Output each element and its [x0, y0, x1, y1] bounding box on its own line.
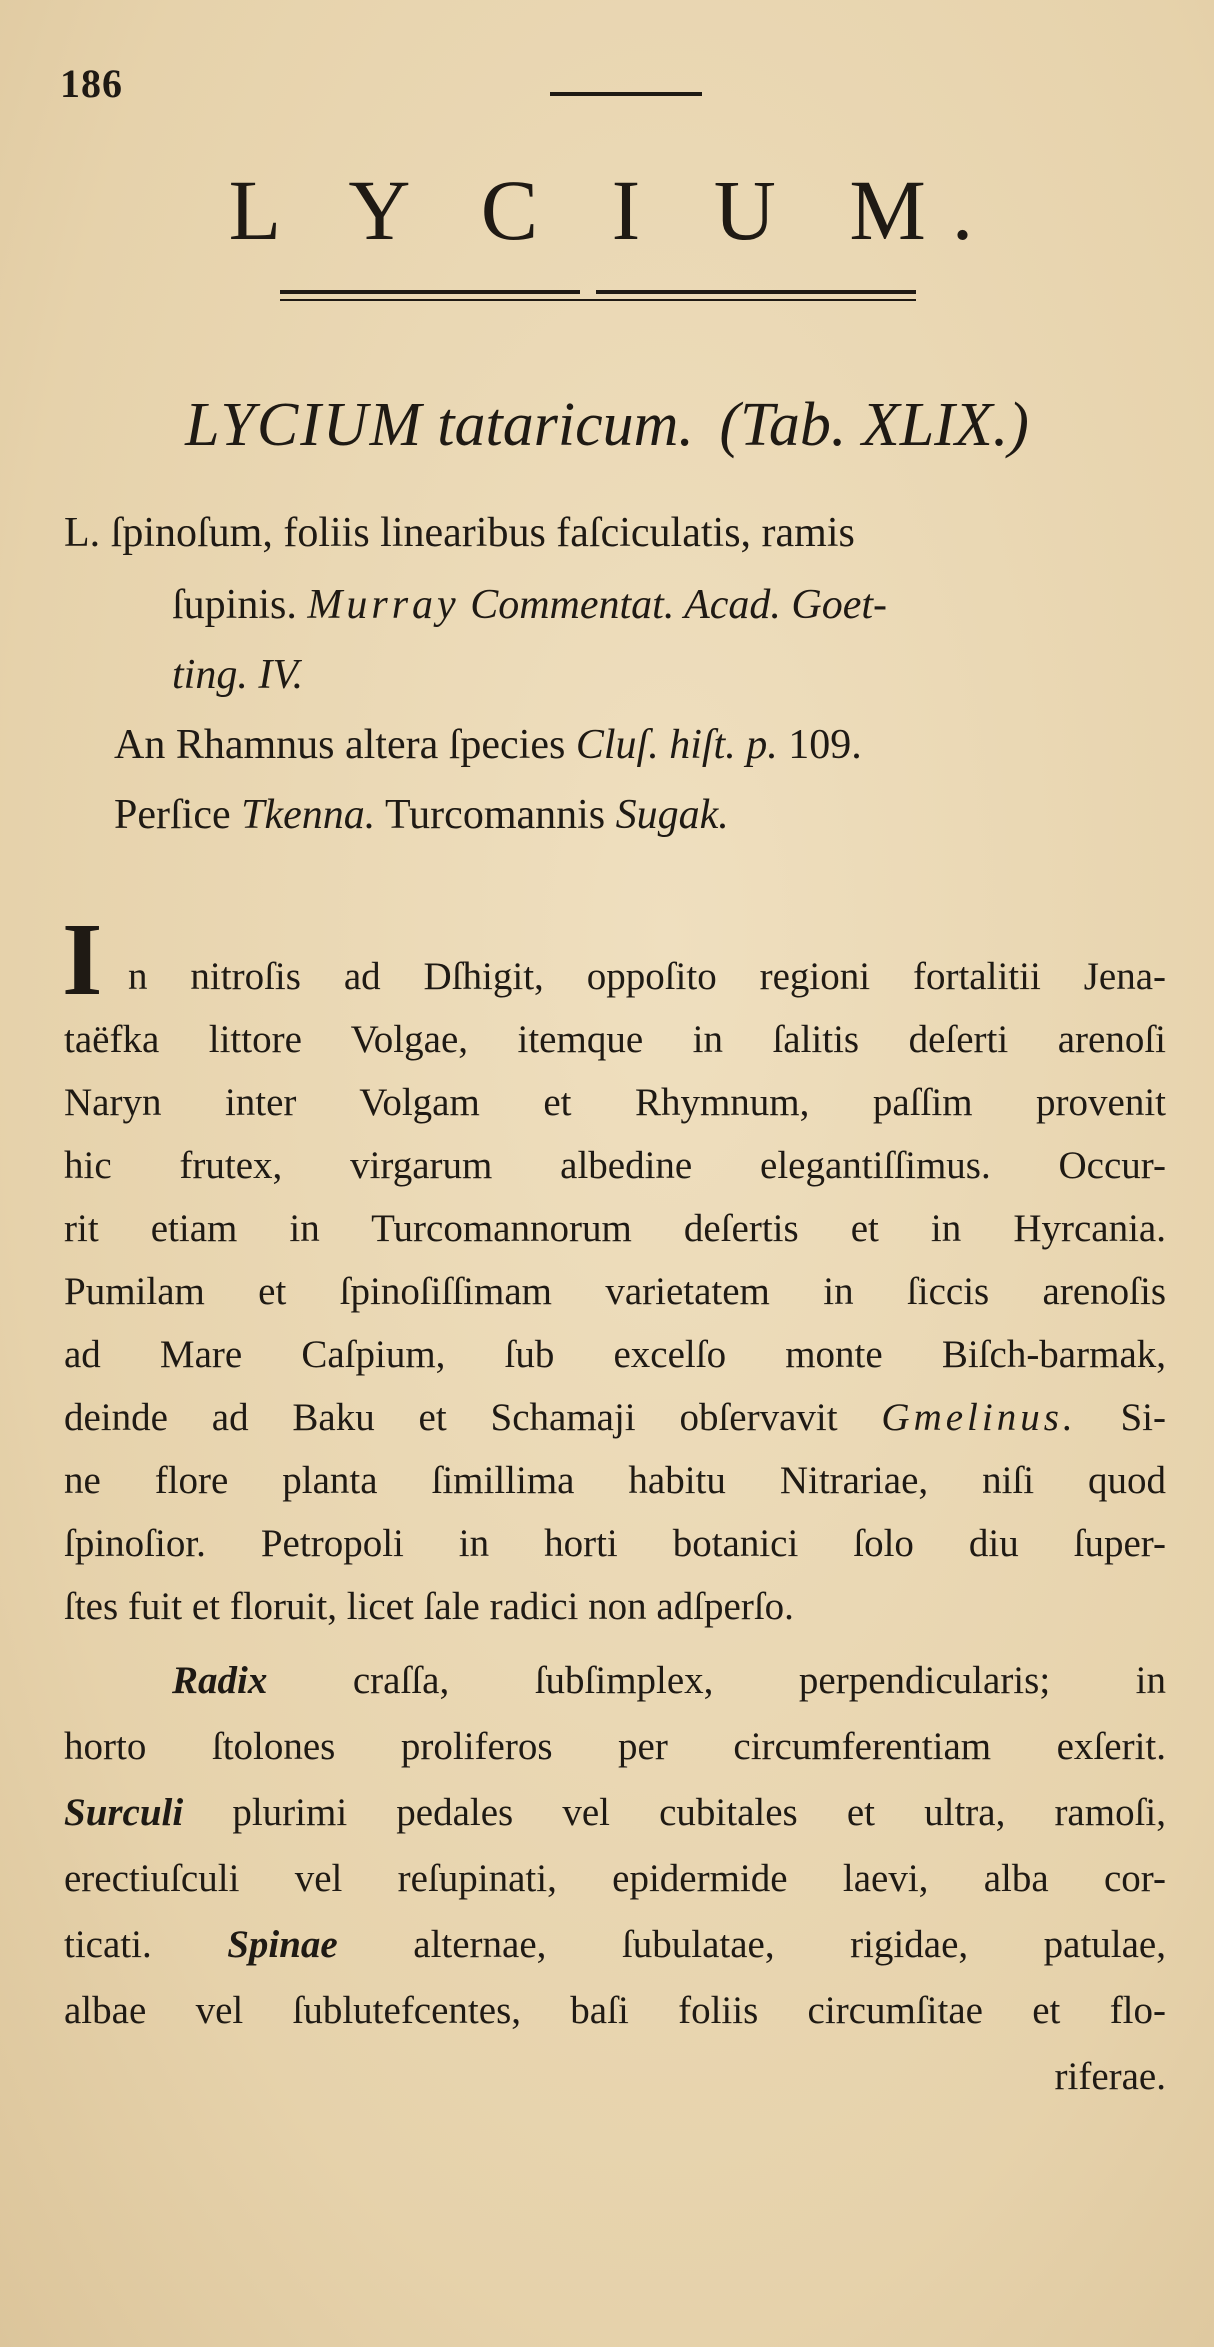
header-rule [550, 92, 702, 96]
author-name: Murray [307, 582, 460, 628]
body-line: horto ſtolones proliferos per circumferentiam exſerit. [64, 1725, 1166, 1768]
reference-title: Commentat. Acad. Goet- [459, 582, 888, 628]
page-number: 186 [60, 61, 123, 106]
body-line [172, 1661, 1166, 1700]
species-epithet: tataricum. [437, 391, 694, 459]
body-line [64, 1925, 1166, 1964]
rule-segment-left [280, 290, 580, 294]
body-line: albae vel ſublutefcentes, baſi foliis circumſitae et flo- [64, 1989, 1166, 2032]
body-line: riferae. [1054, 2055, 1166, 2098]
rule-segment-right [596, 290, 916, 294]
body-line: ſpinoſior. Petropoli in horti botanici ſolo diu ſuper- [64, 1522, 1166, 1565]
synonym-text: Turcomannis [375, 792, 616, 838]
genus-title: L Y C I U M. [228, 162, 1000, 258]
synonym-line-2 [172, 584, 887, 626]
body-text: craſſa, ſubſimplex, perpendicularis; in [267, 1659, 1166, 1702]
body-line: Pumilam et ſpinoſiſſimam varietatem in ſiccis arenoſis [64, 1270, 1166, 1313]
rule-thin [280, 299, 916, 301]
synonym-text: L. ſpinoſum, foliis linearibus faſciculatis, ramis [64, 510, 855, 556]
body-text: deinde ad Baku et Schamaji obſervavit [64, 1396, 882, 1439]
body-line: erectiuſculi vel reſupinati, epidermide laevi, alba cor- [64, 1857, 1166, 1900]
synonym-text: Perſice [114, 792, 242, 838]
body-line: ad Mare Caſpium, ſub excelſo monte Biſch-barmak, [64, 1333, 1166, 1376]
body-line [64, 1793, 1166, 1832]
reference-title: ting. IV. [172, 652, 304, 698]
synonym-text: ſupinis. [172, 582, 308, 628]
reference-title: Cluſ. hiſt. p. [575, 722, 778, 768]
synonym-text: An Rhamnus altera ſpecies [114, 722, 576, 768]
body-text: Si- [1076, 1396, 1166, 1439]
body-line: taëfka littore Volgae, itemque in ſalitis deſerti arenoſi [64, 1018, 1166, 1061]
term-spinae: Spinae [227, 1923, 338, 1966]
author-name: Gmelinus. [881, 1396, 1077, 1439]
page-reference: 109. [777, 722, 862, 768]
body-text: plurimi pedales vel cubitales et ultra, ramoſi, [183, 1791, 1166, 1834]
synonym-line-1 [64, 512, 855, 554]
synonym-line-4 [114, 724, 862, 766]
vernacular-name: Sugak. [615, 792, 729, 838]
body-text: alternae, ſubulatae, rigidae, patulae, [337, 1923, 1166, 1966]
species-genus: LYCIUM [185, 391, 424, 459]
term-radix: Radix [172, 1659, 268, 1702]
term-surculi: Surculi [64, 1791, 184, 1834]
body-line: ne flore planta ſimillima habitu Nitrariae, niſi quod [64, 1459, 1166, 1502]
drop-cap: I [62, 902, 103, 1017]
body-text: ticati. [64, 1923, 228, 1966]
body-line: n nitroſis ad Dſhigit, oppoſito regioni fortalitii Jena- [128, 955, 1166, 998]
body-line: hic frutex, virgarum albedine elegantiſſimus. Occur- [64, 1144, 1166, 1187]
body-line: rit etiam in Turcomannorum deſertis et in Hyrcania. [64, 1207, 1166, 1250]
synonym-line-3 [172, 654, 303, 696]
body-line: Naryn inter Volgam et Rhymnum, paſſim provenit [64, 1081, 1166, 1124]
body-line [64, 1398, 1166, 1437]
species-plate: (Tab. XLIX.) [719, 391, 1029, 459]
species-heading [0, 390, 1214, 461]
body-line: ſtes fuit et floruit, licet ſale radici non adſperſo. [64, 1585, 794, 1628]
synonym-line-5 [114, 794, 729, 836]
vernacular-name: Tkenna. [241, 792, 376, 838]
